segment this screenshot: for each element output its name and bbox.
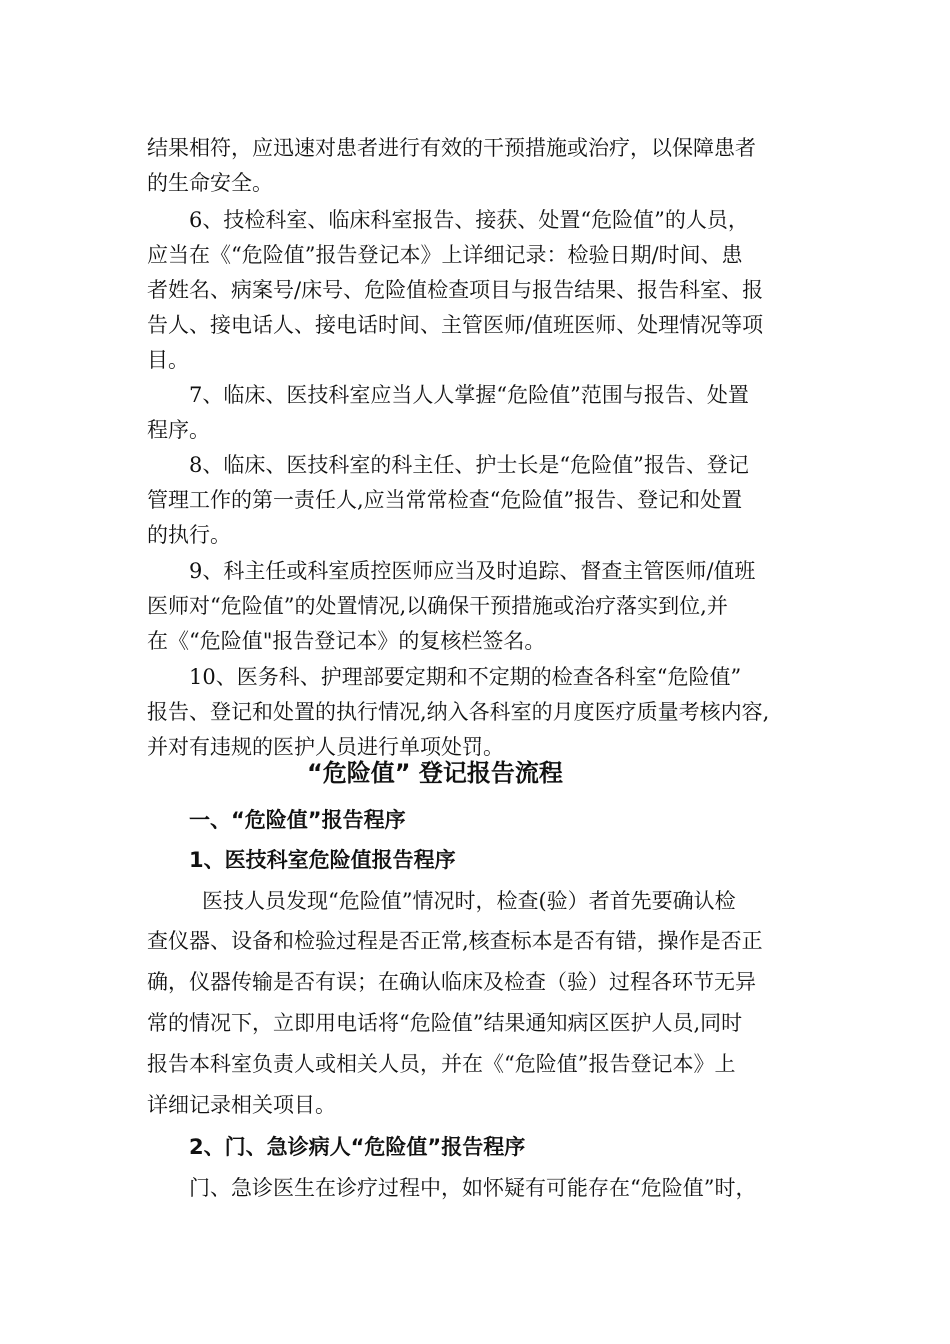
body-line: 常的情况下，立即用电话将“危险值”结果通知病区医护人员,同时 xyxy=(147,1011,743,1035)
body-line: 者姓名、病案号/床号、危险值检查项目与报告结果、报告科室、报 xyxy=(147,278,764,302)
body-line: 并对有违规的医护人员进行单项处罚。 xyxy=(147,735,504,759)
body-line: 的执行。 xyxy=(147,523,231,547)
body-line: 医技人员发现“危险值”情况时，检查(验）者首先要确认检 xyxy=(202,889,736,913)
body-line: 详细记录相关项目。 xyxy=(147,1093,336,1117)
body-line: 确，仪器传输是否有误；在确认临床及检查（验）过程各环节无异 xyxy=(147,970,756,994)
subsection-heading: 2、门、急诊病人“危险值”报告程序 xyxy=(189,1135,526,1159)
body-line: 8、临床、医技科室的科主任、护士长是“危险值”报告、登记 xyxy=(189,453,749,477)
subsection-heading: 1、医技科室危险值报告程序 xyxy=(189,848,456,872)
body-line: 查仪器、设备和检验过程是否正常,核查标本是否有错，操作是否正 xyxy=(147,929,763,953)
body-line: 在《“危险值"报告登记本》的复核栏签名。 xyxy=(147,629,546,653)
body-line: 9、科主任或科室质控医师应当及时追踪、督查主管医师/值班 xyxy=(189,559,756,583)
body-line: 结果相符，应迅速对患者进行有效的干预措施或治疗，以保障患者 xyxy=(147,136,756,160)
body-line: 管理工作的第一责任人,应当常常检查“危险值”报告、登记和处置 xyxy=(147,488,743,512)
body-line: 7、临床、医技科室应当人人掌握“危险值”范围与报告、处置 xyxy=(189,383,749,407)
body-line: 6、技检科室、临床科室报告、接获、处置“危险值”的人员， xyxy=(189,208,749,232)
body-line: 的生命安全。 xyxy=(147,171,273,195)
body-line: 报告、登记和处置的执行情况,纳入各科室的月度医疗质量考核内容, xyxy=(147,700,770,724)
section-heading: 一、“危险值”报告程序 xyxy=(189,808,406,832)
body-line: 医师对“危险值”的处置情况,以确保干预措施或治疗落实到位,并 xyxy=(147,594,728,618)
page-title: “危险值” 登记报告流程 xyxy=(307,759,563,787)
body-line: 应当在《“危险值”报告登记本》上详细记录：检验日期/时间、患 xyxy=(147,243,743,267)
body-line: 10、医务科、护理部要定期和不定期的检查各科室“危险值” xyxy=(189,665,742,689)
body-line: 告人、接电话人、接电话时间、主管医师/值班医师、处理情况等项 xyxy=(147,313,764,337)
body-line: 程序。 xyxy=(147,418,210,442)
body-line: 门、急诊医生在诊疗过程中，如怀疑有可能存在“危险值”时， xyxy=(189,1176,757,1200)
body-line: 报告本科室负责人或相关人员，并在《“危险值”报告登记本》上 xyxy=(147,1052,736,1076)
body-line: 目。 xyxy=(147,348,189,372)
